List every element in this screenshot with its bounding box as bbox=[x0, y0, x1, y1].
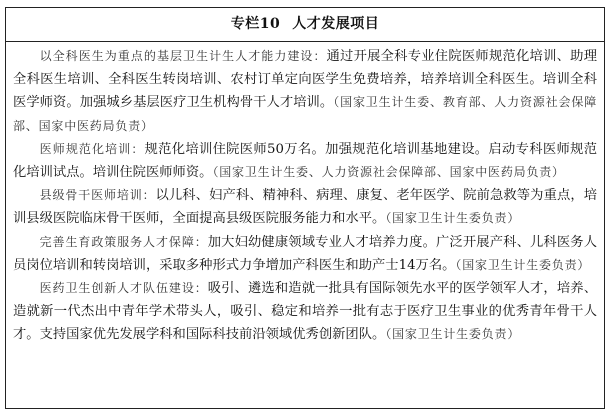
paragraph-body: 以儿科、妇产科、精神科、病理、康复、老年医学、院前急救等为重点，培训县级医院临床骨干医师，全面提高县级医院服务能力和水平。 bbox=[13, 188, 598, 227]
paragraph-resident-training bbox=[13, 138, 597, 184]
paragraph-lead: 医师规范化培训： bbox=[39, 141, 145, 156]
column-number: 专栏10 bbox=[230, 16, 281, 32]
paragraph-body: 规范化培训住院医师50万名。加强规范化培训基地建设。启动专科医师规范化培训试点。培训住院医师师资。 bbox=[13, 141, 597, 181]
responsible-agencies: （国家卫生计生委、人力资源社会保障部、国家中医药局负责） bbox=[212, 165, 565, 180]
paragraph-body: 加大妇幼健康领域专业人才培养力度。广泛开展产科、儿科医务人员岗位培训和转岗培训，采取多种形式力争增加产科医生和助产士14万名。 bbox=[13, 234, 598, 273]
paragraph-lead: 完善生育政策服务人才保障： bbox=[39, 234, 208, 249]
paragraph-lead: 以全科医生为重点的基层卫生计生人才能力建设： bbox=[39, 49, 327, 63]
column-box bbox=[5, 7, 605, 409]
paragraph-lead: 医药卫生创新人才队伍建设： bbox=[39, 281, 208, 296]
paragraph-county-doctors bbox=[13, 184, 597, 230]
paragraph-body: 通过开展全科专业住院医师规范化培训、助理全科医生培训、全科医生转岗培训、农村订单定向医学生免费培养，培养培训全科医生。培训全科医学师资。加强城乡基层医疗卫生机构骨干人才培训。 bbox=[13, 49, 598, 111]
paragraph-body: 吸引、遴选和造就一批具有国际领先水平的医学领军人才，培养、造就新一代杰出中青年学术带头人，吸引、稳定和培养一批有志于医疗卫生事业的优秀青年骨干人才。支持国家优先发展学科和国际科技前沿领域优秀创新团队。 bbox=[13, 281, 598, 343]
column-title bbox=[6, 8, 604, 42]
responsible-agencies: （国家卫生计生委负责） bbox=[385, 327, 521, 342]
paragraph-innovation-talent bbox=[13, 277, 597, 347]
column-heading: 人才发展项目 bbox=[292, 16, 380, 32]
responsible-agencies: （国家卫生计生委、教育部、人力资源社会保障部、国家中医药局负责） bbox=[13, 95, 597, 133]
column-content bbox=[6, 42, 604, 347]
paragraph-lead: 县级骨干医师培训： bbox=[39, 188, 156, 203]
responsible-agencies: （国家卫生计生委负责） bbox=[385, 211, 521, 226]
paragraph-general-practitioners bbox=[13, 45, 597, 138]
responsible-agencies: （国家卫生计生委负责） bbox=[455, 257, 591, 272]
paragraph-maternal-child bbox=[13, 231, 597, 277]
